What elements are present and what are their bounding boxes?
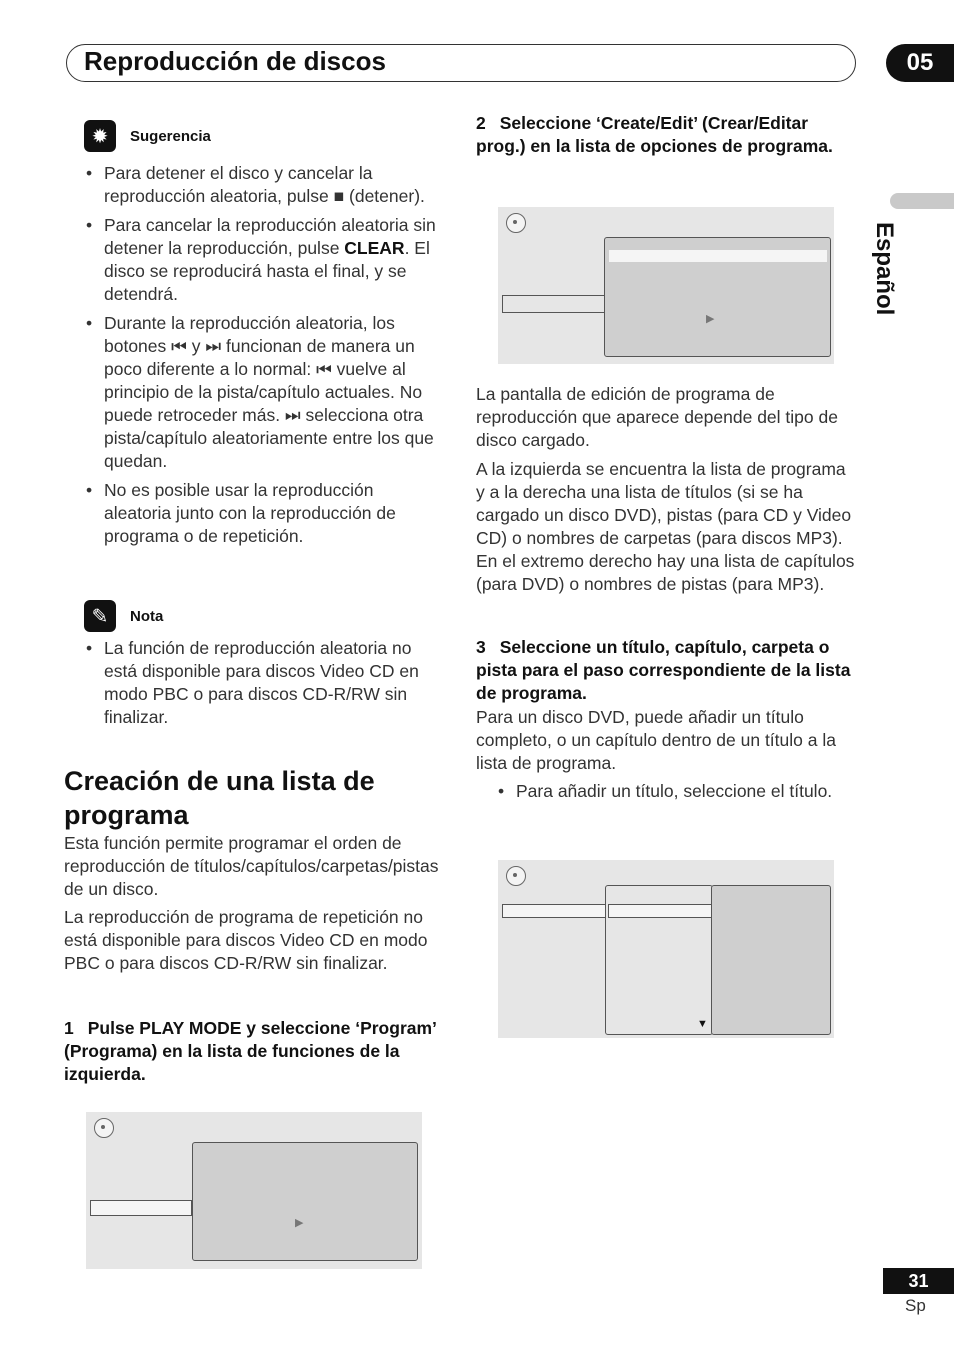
hint-item: • No es posible usar la reproducción aleatoria junto con la reproducción de programa o de repetición. <box>84 479 444 548</box>
screen-title-selection <box>498 860 834 1038</box>
paragraph-dvd: Para un disco DVD, puede añadir un título completo, o un capítulo dentro de un título a la lista de programa. <box>476 707 836 773</box>
screen-program-options <box>498 207 834 364</box>
paragraph-screen-type: La pantalla de edición de programa de reproducción que aparece depende del tipo de disco cargado. <box>476 384 838 450</box>
language-tab <box>890 193 954 209</box>
chapter-badge: 05 <box>886 44 954 82</box>
hint-callout-header <box>84 120 211 152</box>
arrow-down-icon: ▼ <box>697 1018 708 1030</box>
hint-list <box>84 162 444 554</box>
disc-icon <box>94 1118 114 1138</box>
step-2: 2 Seleccione ‘Create/Edit’ (Crear/Editar prog.) en la lista de opciones de programa. <box>476 113 833 156</box>
selected-title-row <box>608 904 712 918</box>
language-label: Español <box>871 222 898 316</box>
section-title: Creación de una lista de programa <box>64 766 375 830</box>
note-callout-header <box>84 600 163 632</box>
note-item: • La función de reproducción aleatoria no está disponible para discos Video CD en modo PBC o para discos CD-R/RW sin finalizar. <box>84 637 444 729</box>
step-1: 1 Pulse PLAY MODE y seleccione ‘Program’ (Programa) en la lista de funciones de la izquierda. <box>64 1018 436 1084</box>
page-title: Reproducción de discos <box>84 46 386 76</box>
paragraph-lists: A la izquierda se encuentra la lista de programa y a la derecha una lista de títulos (si se ha cargado un disco DVD), pistas (para CD y Video CD) o nombres de carpetas (para discos MP3). En el extremo derecho hay una lista de capítulos (para DVD) o nombres de pistas (para MP3). <box>476 459 855 594</box>
screen-program-function-list <box>86 1112 422 1269</box>
step-3: 3 Seleccione un título, capítulo, carpeta o pista para el paso correspondiente de la lista de programa. <box>476 637 851 703</box>
page-language-code: Sp <box>905 1296 926 1315</box>
program-row <box>502 904 606 918</box>
function-row <box>502 295 605 313</box>
selected-option-row <box>609 250 827 262</box>
hint-item: • Para detener el disco y cancelar la reproducción aleatoria, pulse ■ (detener). <box>84 162 444 208</box>
hint-item: • Durante la reproducción aleatoria, los botones ⏮ y ⏭ funcionan de manera un poco diferente a lo normal: ⏮ vuelve al principio de la pista/capítulo actuales. No puede retroceder más. ⏭ selecciona otra pista/capítulo aleatoriamente entre los que quedan. <box>84 312 444 473</box>
disc-icon <box>506 866 526 886</box>
intro-paragraph: La reproducción de programa de repetición no está disponible para discos Video CD en modo PBC o para discos CD-R/RW sin finalizar. <box>64 907 428 973</box>
dvd-bullet-list <box>496 780 836 809</box>
intro-paragraph: Esta función permite programar el orden de reproducción de títulos/capítulos/carpetas/pistas de un disco. <box>64 833 439 899</box>
lightbulb-icon: ✹ <box>84 120 116 152</box>
pencil-icon: ✎ <box>84 600 116 632</box>
title-list-panel <box>711 885 831 1035</box>
hint-item: • Para cancelar la reproducción aleatoria sin detener la reproducción, pulse CLEAR. El disco se reproducirá hasta el final, y se detendrá. <box>84 214 444 306</box>
note-title: Nota <box>130 607 164 625</box>
dvd-bullet-item: • Para añadir un título, seleccione el título. <box>496 780 836 803</box>
arrow-right-icon: ▶ <box>295 1217 304 1229</box>
disc-icon <box>506 213 526 233</box>
note-list <box>84 637 444 735</box>
options-panel <box>192 1142 418 1261</box>
arrow-right-icon: ▶ <box>706 313 715 325</box>
selected-row <box>90 1200 192 1216</box>
hint-title: Sugerencia <box>130 127 211 145</box>
page-number: 31 <box>883 1268 954 1294</box>
